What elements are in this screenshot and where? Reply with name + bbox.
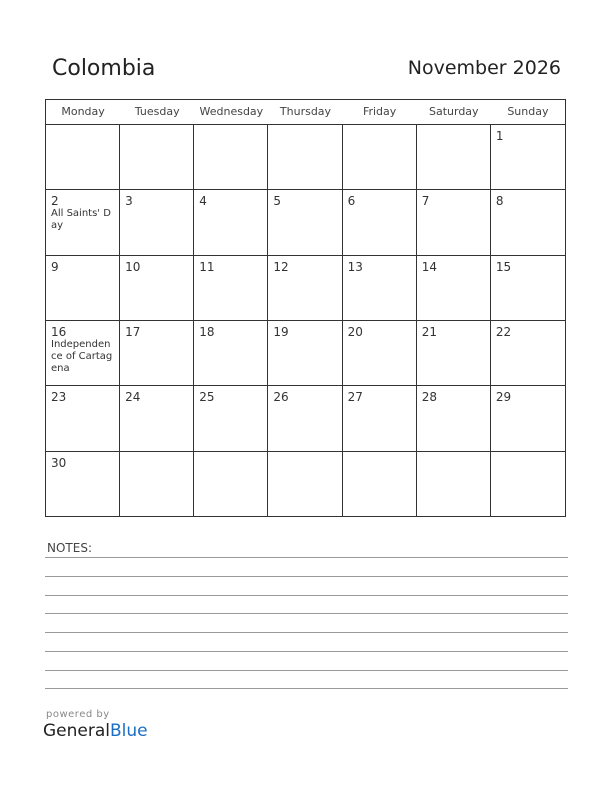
powered-by-text: powered by [46,709,110,720]
calendar-day-cell [46,125,120,190]
day-number: 21 [421,325,437,339]
day-number: 15 [495,259,512,274]
calendar-day-cell [268,190,342,255]
calendar-day-cell [120,452,194,517]
day-number: 29 [495,390,512,405]
day-number: 19 [273,325,289,339]
brand-blue: Blue [110,721,148,741]
day-number: 30 [51,455,67,470]
day-number: 3 [125,194,133,209]
calendar-day-cell [120,321,194,386]
day-number: 4 [199,194,207,209]
weekday-friday: Friday [362,105,397,118]
calendar-day-cell [46,452,120,517]
country-title: Colombia [52,56,156,81]
day-number: 9 [51,259,59,274]
calendar-day-cell [417,321,491,386]
holiday-label: Independence of Cartagena [51,339,113,374]
calendar-grid [46,125,565,517]
notes-line [45,651,568,652]
calendar-day-cell [491,190,565,255]
brand-logo [43,721,148,741]
weekday-monday: Monday [61,105,105,118]
notes-line [45,613,568,614]
notes-label: NOTES: [47,541,92,555]
holiday-label: All Saints' Day [51,208,111,232]
calendar-day-cell [491,386,565,451]
calendar-day-cell [194,256,268,321]
notes-line [45,557,568,558]
day-number: 8 [495,194,504,209]
calendar-day-cell [268,452,342,517]
day-number: 6 [347,194,356,209]
calendar-day-cell [417,190,491,255]
calendar-day-cell [491,321,565,386]
day-number: 26 [273,390,289,405]
calendar-day-cell [194,321,268,386]
calendar-day-cell [268,321,342,386]
notes-line [45,632,568,633]
day-number: 24 [125,390,141,405]
calendar-day-cell [417,386,491,451]
calendar-day-cell [417,452,491,517]
calendar-day-cell [120,256,194,321]
day-number: 10 [125,259,141,274]
day-number: 14 [421,259,437,274]
calendar-day-cell [46,321,120,386]
day-number: 17 [125,325,141,339]
day-number: 25 [199,390,215,405]
calendar-day-cell [343,452,417,517]
calendar-day-cell [343,190,417,255]
day-number: 12 [273,259,289,274]
notes-line [45,688,568,689]
calendar-day-cell [120,125,194,190]
brand-general: General [43,721,110,741]
weekday-wednesday: Wednesday [199,105,264,118]
calendar-day-cell [343,125,417,190]
calendar-day-cell [343,386,417,451]
calendar-day-cell [268,386,342,451]
day-number: 18 [199,325,215,339]
day-number: 1 [495,129,504,143]
calendar-day-cell [194,386,268,451]
day-number: 28 [421,390,437,405]
weekday-sunday: Sunday [507,105,549,118]
calendar-day-cell [120,386,194,451]
day-number: 11 [199,259,215,274]
day-number: 7 [421,194,430,209]
calendar-day-cell [417,125,491,190]
day-number: 16 [51,325,67,339]
day-number: 13 [347,259,363,274]
day-number: 27 [347,390,363,405]
calendar-day-cell [491,256,565,321]
notes-line [45,595,568,596]
day-number: 20 [347,325,363,339]
notes-line [45,576,568,577]
calendar-day-cell [343,256,417,321]
day-number: 2 [51,194,59,209]
calendar-day-cell [268,256,342,321]
weekday-header [46,100,565,125]
calendar-day-cell [194,125,268,190]
day-number: 23 [51,390,67,405]
calendar-day-cell [46,386,120,451]
weekday-thursday: Thursday [279,105,332,118]
month-year-title: November 2026 [407,57,561,79]
calendar-table [45,99,566,517]
weekday-saturday: Saturday [428,105,479,118]
calendar-day-cell [491,452,565,517]
calendar-day-cell [46,256,120,321]
calendar-day-cell [120,190,194,255]
calendar-day-cell [46,190,120,255]
calendar-day-cell [194,190,268,255]
calendar-day-cell [417,256,491,321]
notes-line [45,670,568,671]
day-number: 5 [273,194,282,209]
day-number: 22 [495,325,512,339]
calendar-day-cell [194,452,268,517]
weekday-tuesday: Tuesday [134,105,180,118]
calendar-day-cell [491,125,565,190]
calendar-day-cell [343,321,417,386]
calendar-day-cell [268,125,342,190]
